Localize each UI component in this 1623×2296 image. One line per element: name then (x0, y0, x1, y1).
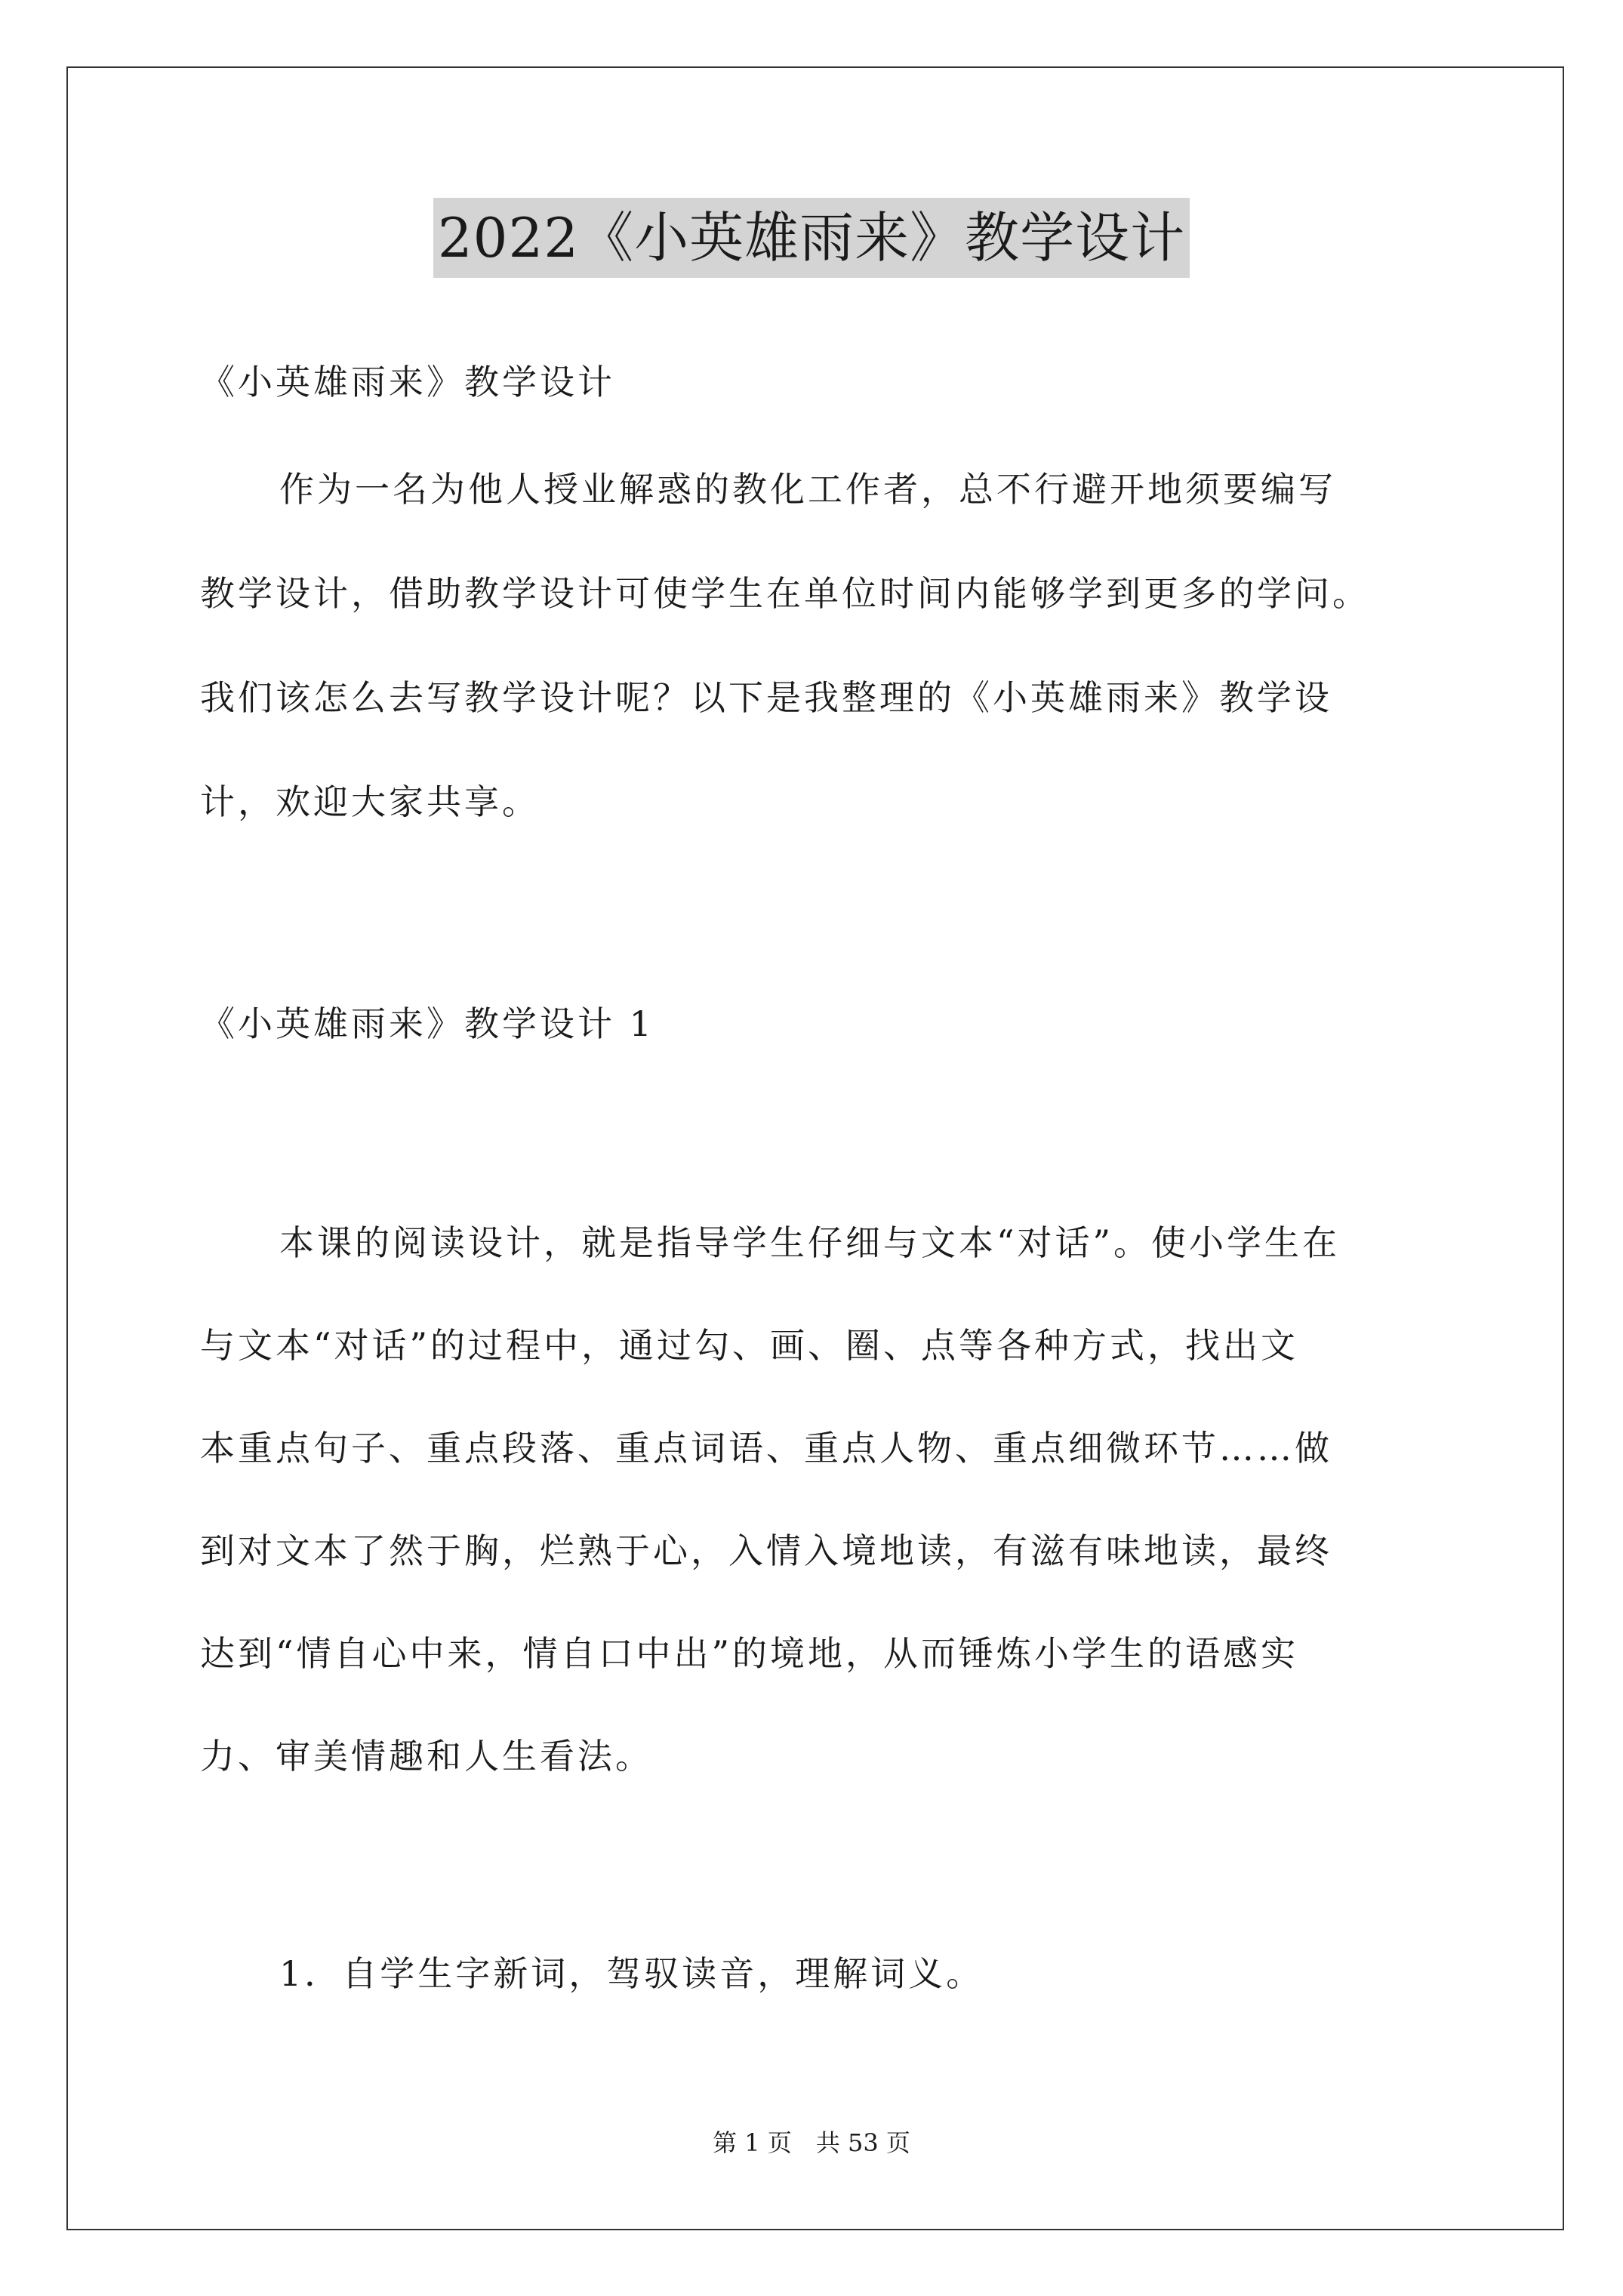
section-heading: 《小英雄雨来》教学设计 1 (200, 1003, 654, 1044)
document-subtitle: 《小英雄雨来》教学设计 (200, 362, 615, 402)
intro-line-1: 作为一名为他人授业解惑的教化工作者，总不行避开地须要编写 (279, 469, 1336, 510)
body-line-5: 达到“情自心中来，情自口中出”的境地，从而锤炼小学生的语感实 (200, 1633, 1299, 1674)
body-line-2: 与文本“对话”的过程中，通过勾、画、圈、点等各种方式，找出文 (200, 1325, 1299, 1366)
page-footer (0, 2128, 1623, 2158)
list-item-1: 1．自学生字新词，驾驭读音，理解词义。 (279, 1953, 984, 1994)
body-line-1: 本课的阅读设计，就是指导学生仔细与文本“对话”。使小学生在 (279, 1222, 1341, 1263)
page-number: 第 1 页 共 53 页 (713, 2128, 910, 2157)
title-container (0, 198, 1623, 278)
body-line-4: 到对文本了然于胸，烂熟于心，入情入境地读，有滋有味地读，最终 (200, 1530, 1332, 1571)
intro-line-2: 教学设计，借助教学设计可使学生在单位时间内能够学到更多的学问。 (200, 573, 1370, 614)
intro-line-4: 计，欢迎大家共享。 (200, 781, 540, 822)
document-title: 2022《小英雄雨来》教学设计 (433, 198, 1190, 278)
intro-line-3: 我们该怎么去写教学设计呢？以下是我整理的《小英雄雨来》教学设 (200, 677, 1332, 718)
body-line-6: 力、审美情趣和人生看法。 (200, 1736, 653, 1777)
body-line-3: 本重点句子、重点段落、重点词语、重点人物、重点细微环节……做 (200, 1428, 1332, 1469)
